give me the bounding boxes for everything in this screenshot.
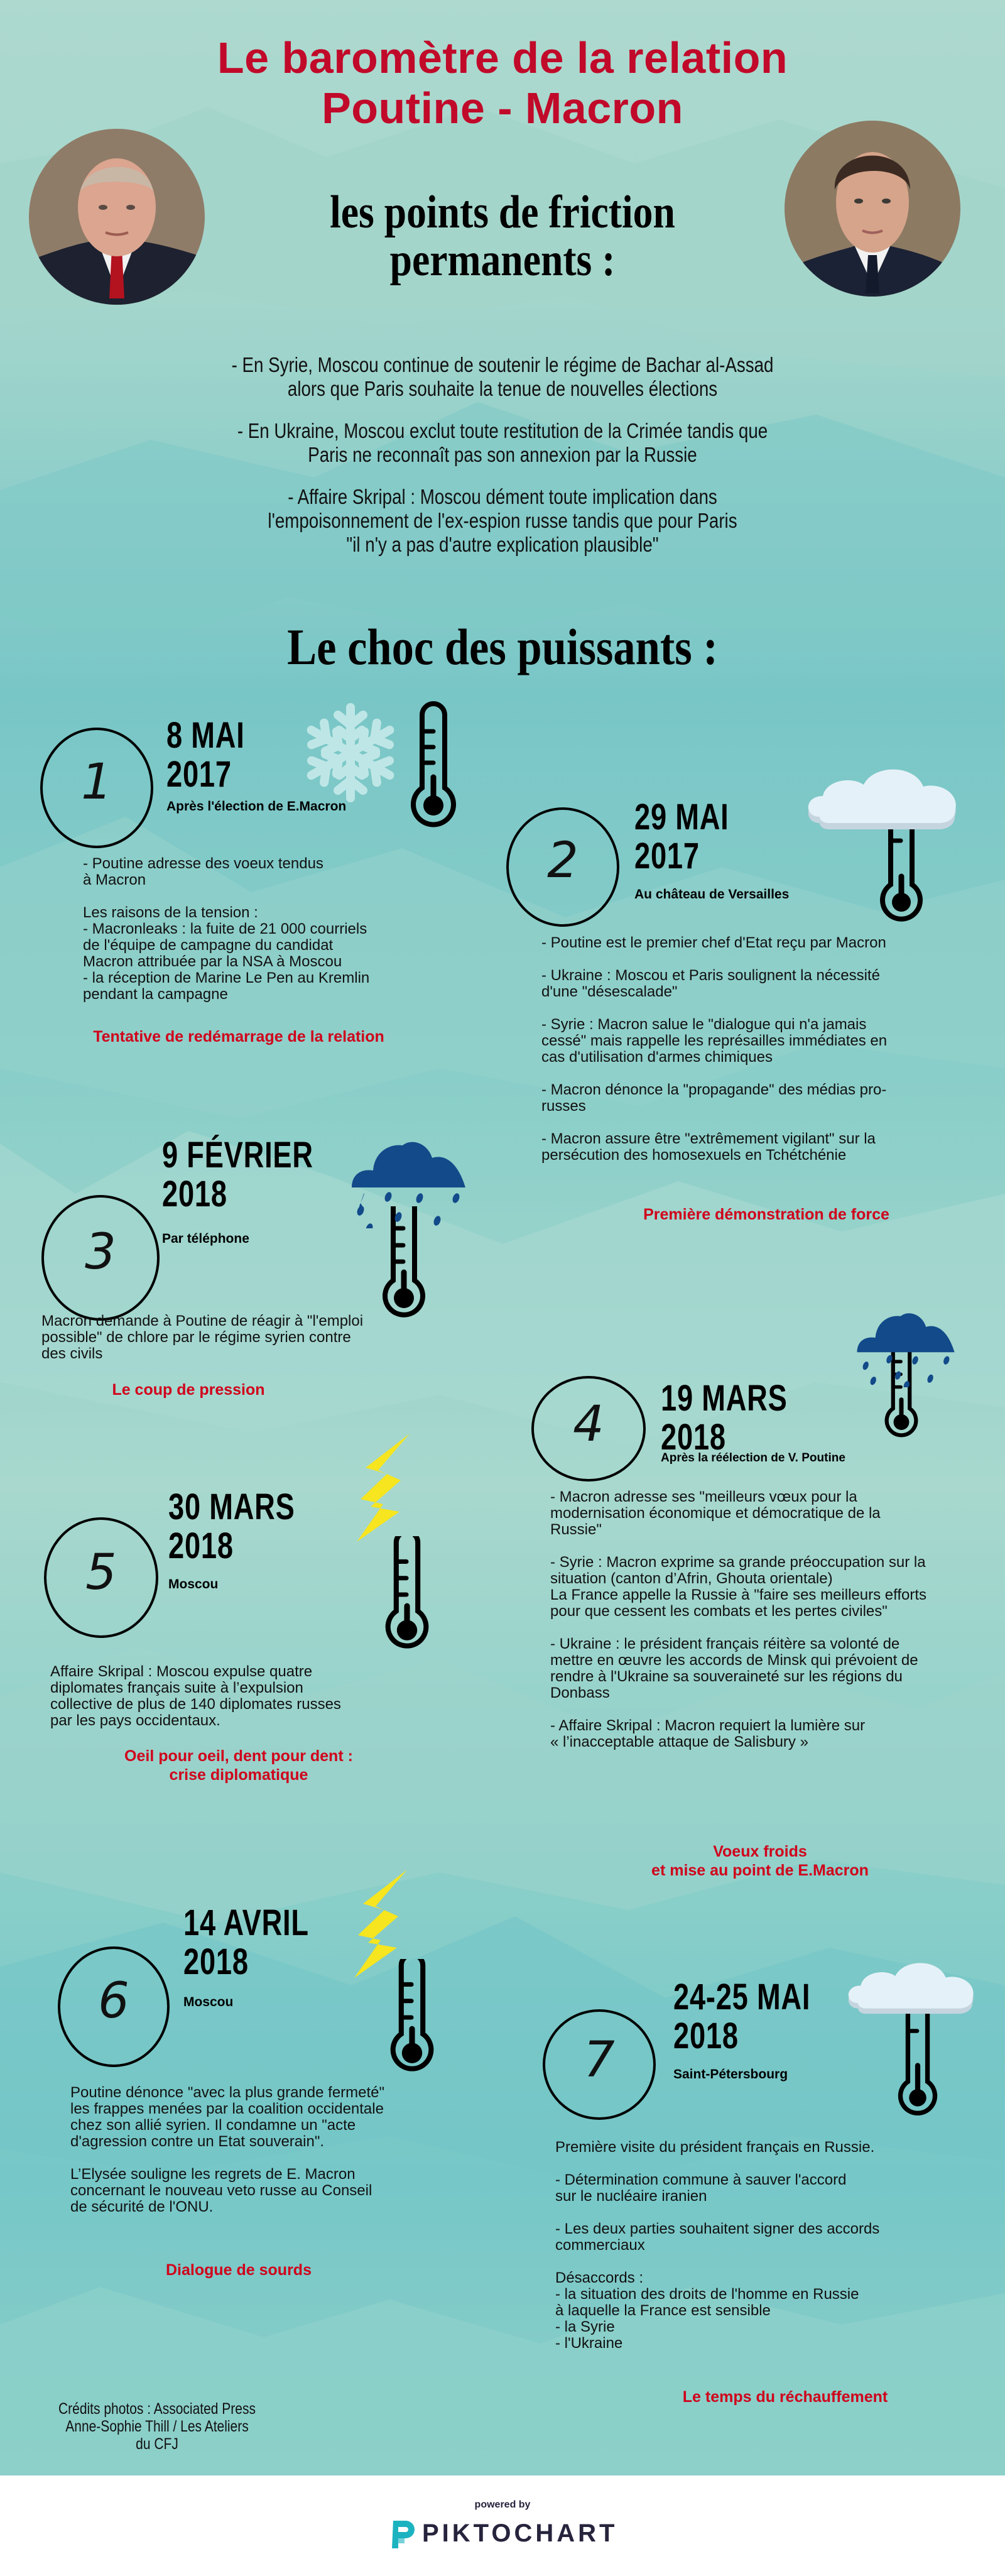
event-date-line-2: 2017 — [166, 754, 232, 795]
event-caption: Le temps du réchauffement — [682, 2388, 888, 2406]
event-date-line-1: 8 MAI — [166, 715, 245, 756]
event-date-line-2: 2018 — [162, 1174, 227, 1214]
event-number: 7 — [584, 2032, 615, 2088]
friction-heading — [232, 188, 773, 284]
portrait-poutine — [29, 129, 205, 305]
event-date — [634, 798, 729, 876]
event-date-line-2: 2018 — [673, 2016, 739, 2056]
event-body: Première visite du président français en Russie. - Détermination commune à sauver l'accord sur le nucléaire iranien - Les deux parties souhaitent signer des accords commerciaux Désaccords : - la situation des droits de l'homme en Russie à laquelle la France est sensible - la Syrie - l'Ukraine — [555, 2139, 880, 2352]
portrait-macron — [785, 121, 960, 297]
title-line-1: Le baromètre de la relation — [217, 33, 788, 82]
piktochart-brand: PIKTOCHART — [422, 2519, 618, 2547]
rain-cloud-icon — [848, 1312, 964, 1387]
event-date-line-1: 14 AVRIL — [183, 1902, 309, 1943]
event-date-line-1: 19 MARS — [661, 1378, 788, 1419]
event-place: Au château de Versailles — [634, 887, 790, 902]
event-body: - Poutine est le premier chef d'Etat reçu par Macron - Ukraine : Moscou et Paris soulignent la nécessité d'une "désescalade" - Syrie : Macron salue le "dialogue qui n'a jamais cessé" mais rappelle les représailles immédiates en cas d'utilisation d'armes chimiques - Macron dénonce la "propagande" des médias pro- russes - Macron assure être "extrêmement vigilant" sur la persécution des homosexuels en Tchétchénie — [541, 934, 888, 1164]
event-date-line-2: 2018 — [168, 1525, 234, 1566]
friction-heading-line-2: permanents : — [389, 234, 616, 286]
friction-point: - En Syrie, Moscou continue de soutenir le régime de Bachar al-Assad alors que Paris souhaite la tenue de nouvelles élections — [231, 353, 774, 400]
event-date-line-1: 29 MAI — [634, 797, 729, 838]
photo-credits: Crédits photos : Associated Press Anne-Sophie Thill / Les Ateliers du CFJ — [58, 2400, 256, 2453]
rain-cloud-icon — [349, 1140, 469, 1228]
friction-point: - Affaire Skripal : Moscou dément toute implication dans l'empoisonnement de l'ex-espion russe tandis que pour Paris "il n'y a pas d'autre explication plausible" — [268, 485, 737, 556]
lightning-icon — [352, 1431, 421, 1544]
event-body: Affaire Skripal : Moscou expulse quatre diplomates français suite à l’expulsion collective de plus de 140 diplomates russes par les pays occidentaux. — [50, 1663, 341, 1729]
cloud-icon — [804, 763, 967, 839]
event-date-line-1: 9 FÉVRIER — [162, 1135, 313, 1176]
lightning-icon — [349, 1867, 418, 1980]
event-date-line-2: 2018 — [661, 1417, 726, 1458]
cloud-icon — [845, 1955, 983, 2024]
event-date — [673, 1978, 810, 2056]
event-number: 2 — [547, 832, 579, 889]
event-date — [661, 1379, 788, 1457]
event-date — [166, 716, 245, 794]
thermometer-icon — [897, 2014, 938, 2117]
event-date-line-2: 2018 — [183, 1941, 249, 1982]
friction-point: - En Ukraine, Moscou exclut toute restitution de la Crimée tandis que Paris ne reconnaît pas son annexion par la Russie — [237, 419, 768, 466]
event-caption: Voeux froids et mise au point de E.Macron — [651, 1843, 869, 1879]
event-caption: Dialogue de sourds — [166, 2261, 312, 2279]
event-place: Par téléphone — [162, 1231, 249, 1246]
event-place: Après la réélection de V. Poutine — [661, 1451, 845, 1465]
event-date — [162, 1136, 313, 1214]
event-date — [168, 1488, 295, 1566]
event-date — [183, 1904, 309, 1982]
event-place: Moscou — [168, 1577, 219, 1591]
portrait-poutine-illustration — [29, 129, 205, 305]
event-number: 4 — [573, 1396, 604, 1453]
event-body: - Macron adresse ses "meilleurs vœux pour la modernisation économique et démocratique de la Russie" - Syrie : Macron exprime sa grande préoccupation sur la situation (canton d’Afrin, Ghouta orientale) La France appelle la Russie à "faire ses meilleurs efforts pour que cessent les combats et les pertes civiles" - Ukraine : le président français réitère sa volonté de mettre en œuvre les accords de Minsk qui prévoient de rendre à l'Ukraine sa souveraineté sur les régions du Donbass - Affaire Skripal : Macron requiert la lumière sur « l’inacceptable attaque de Salisbury » — [550, 1488, 927, 1750]
portrait-macron-illustration — [785, 121, 960, 297]
event-body: Macron demande à Poutine de réagir à "l'emploi possible" de chlore par le régime syrien contre des civils — [41, 1313, 364, 1362]
title-line-2: Poutine - Macron — [322, 84, 683, 133]
event-body: Poutine dénonce "avec la plus grande fermeté" les frappes menées par la coalition occidentale chez son allié syrien. Il condamne un "acte d'agression contre un Etat souverain". L’Elysée souligne les regrets de E. Macron concernant le nouveau veto russe au Conseil de sécurité de l'ONU. — [70, 2084, 385, 2215]
piktochart-logo-icon — [389, 2518, 417, 2551]
event-caption: Tentative de redémarrage de la relation — [93, 1028, 384, 1045]
event-number: 3 — [85, 1224, 116, 1280]
snowflake-icon — [300, 702, 401, 803]
page-title — [0, 33, 1005, 133]
event-number: 6 — [98, 1973, 129, 2029]
event-place: Après l'élection de E.Macron — [166, 799, 347, 814]
event-caption: Première démonstration de force — [643, 1206, 889, 1223]
event-place: Moscou — [183, 1995, 234, 2009]
thermometer-icon — [408, 699, 459, 827]
timeline-heading: Le choc des puissants : — [287, 618, 718, 675]
event-date-line-1: 24-25 MAI — [673, 1977, 811, 2017]
piktochart-logo[interactable] — [389, 2518, 628, 2551]
event-place: Saint-Pétersbourg — [673, 2067, 788, 2082]
event-caption: Oeil pour oeil, dent pour dent : crise diplomatique — [124, 1747, 353, 1784]
powered-by-label: powered by — [474, 2499, 531, 2510]
event-caption: Le coup de pression — [112, 1381, 265, 1399]
event-date-line-2: 2017 — [634, 836, 700, 876]
event-number: 1 — [81, 754, 112, 810]
event-body: - Poutine adresse des voeux tendus à Macron Les raisons de la tension : - Macronleaks : la fuite de 21 000 courriels de l'équipe de campagne du candidat Macron attribuée par la NSA à Moscou - la réception de Marine Le Pen au Kremlin pendant la campagne — [83, 855, 370, 1003]
event-date-line-1: 30 MARS — [168, 1487, 295, 1527]
thermometer-icon — [384, 1536, 430, 1651]
friction-heading-line-1: les points de friction — [330, 187, 675, 238]
event-number: 5 — [85, 1544, 117, 1601]
